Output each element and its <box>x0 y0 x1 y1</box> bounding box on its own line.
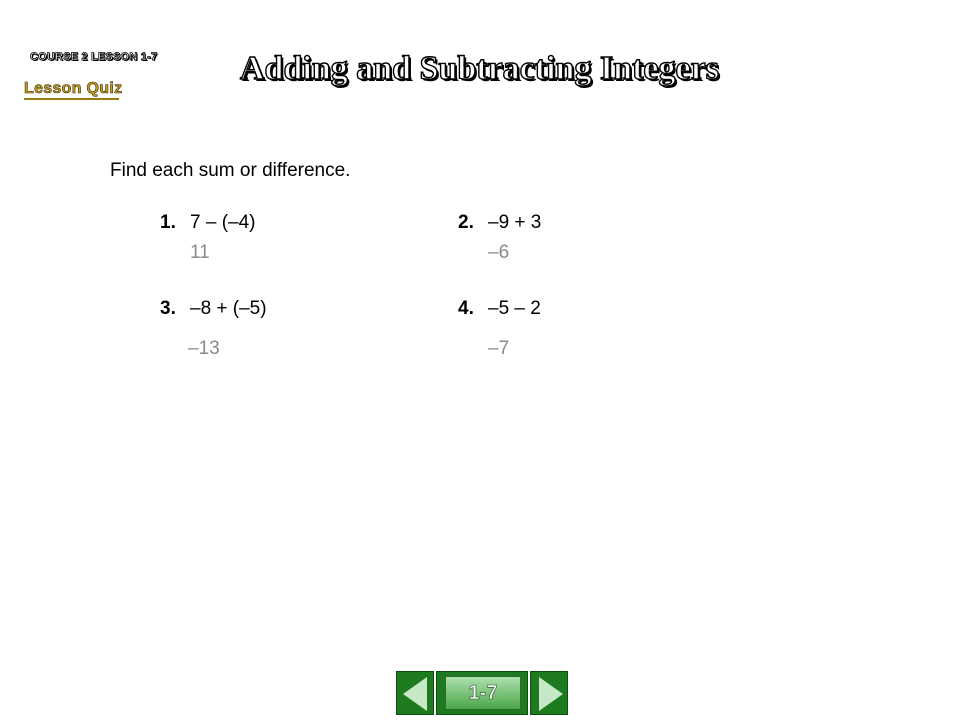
answer-3: –13 <box>188 338 220 359</box>
slide-navigation <box>396 671 568 715</box>
problem-number: 2. <box>458 212 474 233</box>
problem-number: 1. <box>160 212 176 233</box>
problem-expression: 7 – (–4) <box>190 212 256 233</box>
answer-2: –6 <box>488 242 510 263</box>
answer-1: 11 <box>190 242 210 263</box>
instruction-text: Find each sum or difference. <box>110 160 351 181</box>
problem-expression: –5 – 2 <box>488 298 541 319</box>
problem-number: 4. <box>458 298 474 319</box>
problem-number: 3. <box>160 298 176 319</box>
problem-expression: –9 + 3 <box>488 212 542 233</box>
lesson-quiz-badge: Lesson Quiz <box>24 80 123 97</box>
problem-2 <box>458 212 541 234</box>
problem-1 <box>160 212 255 234</box>
arrow-left-icon <box>403 677 427 711</box>
answer-4: –7 <box>488 338 510 359</box>
problem-expression: –8 + (–5) <box>190 298 267 319</box>
next-slide-button[interactable] <box>530 671 568 715</box>
lesson-number-button[interactable] <box>436 671 528 715</box>
lesson-number-label: 1-7 <box>445 676 521 710</box>
page-title: Adding and Subtracting Integers <box>240 50 719 87</box>
arrow-right-icon <box>539 677 563 711</box>
problem-4 <box>458 298 541 320</box>
problem-3 <box>160 298 267 320</box>
course-lesson-label: COURSE 2 LESSON 1-7 <box>30 51 158 63</box>
previous-slide-button[interactable] <box>396 671 434 715</box>
badge-underline <box>24 98 119 100</box>
